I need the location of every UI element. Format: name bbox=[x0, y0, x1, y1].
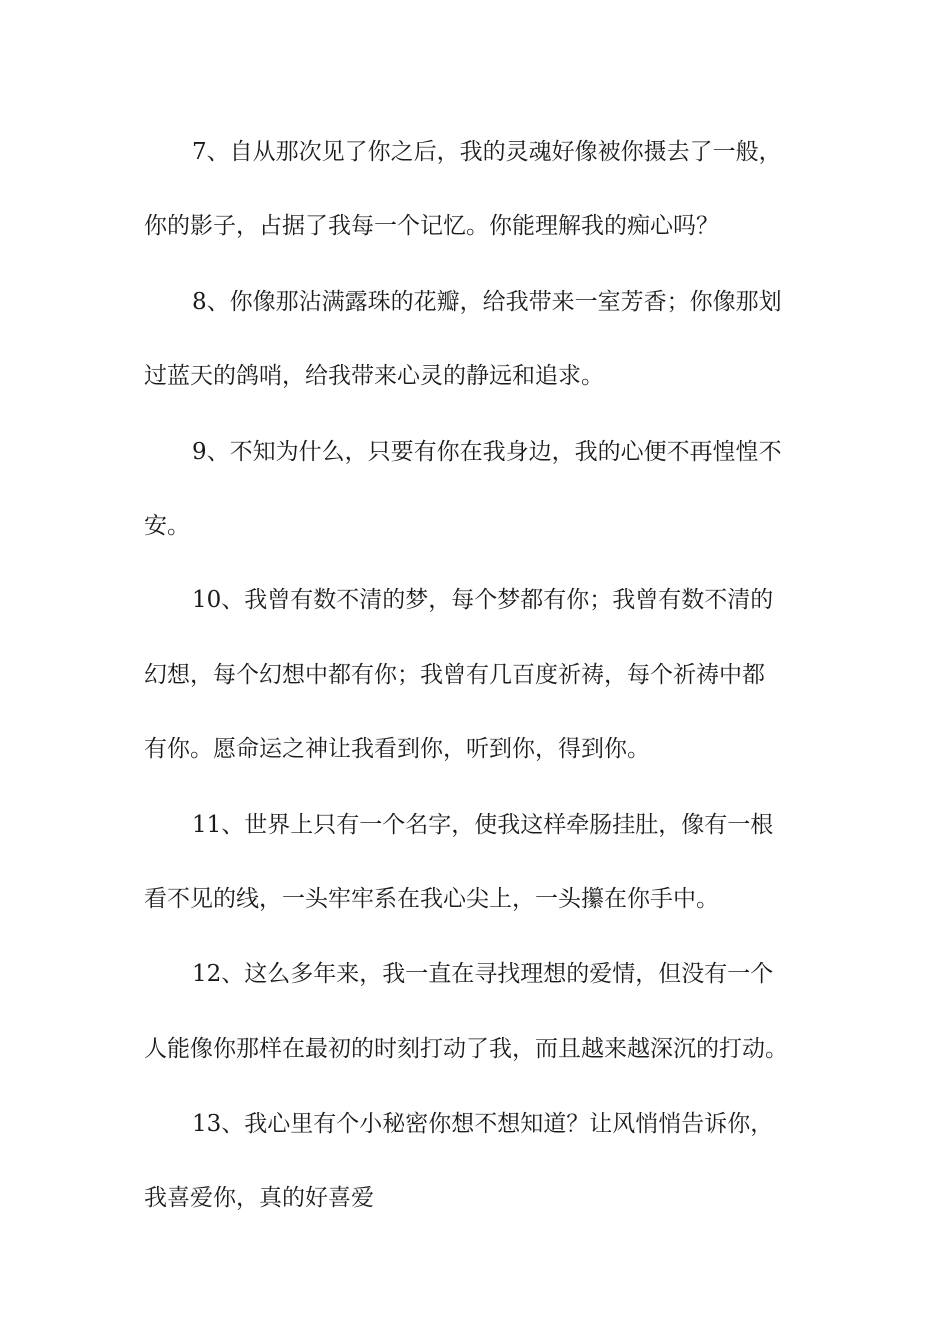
paragraph-8-line-1: 8、你像那沾满露珠的花瓣，给我带来一室芳香；你像那划 bbox=[192, 289, 782, 315]
paragraph-8-line-2: 过蓝天的鸽哨，给我带来心灵的静远和追求。 bbox=[144, 363, 604, 389]
paragraph-11-line-1: 11、世界上只有一个名字，使我这样牵肠挂肚，像有一根 bbox=[192, 812, 774, 838]
paragraph-13-line-1: 13、我心里有个小秘密你想不想知道？让风悄悄告诉你， bbox=[192, 1111, 774, 1137]
paragraph-10-line-3: 有你。愿命运之神让我看到你，听到你，得到你。 bbox=[144, 736, 650, 762]
paragraph-10-line-1: 10、我曾有数不清的梦，每个梦都有你；我曾有数不清的 bbox=[192, 587, 774, 613]
paragraph-10-line-2: 幻想，每个幻想中都有你；我曾有几百度祈祷，每个祈祷中都 bbox=[144, 662, 765, 688]
paragraph-7-line-1: 7、自从那次见了你之后，我的灵魂好像被你摄去了一般， bbox=[192, 139, 782, 165]
paragraph-11-line-2: 看不见的线，一头牢牢系在我心尖上，一头攥在你手中。 bbox=[144, 886, 719, 912]
paragraph-13-line-2: 我喜爱你，真的好喜爱 bbox=[144, 1185, 374, 1211]
paragraph-12-line-2: 人能像你那样在最初的时刻打动了我，而且越来越深沉的打动。 bbox=[144, 1036, 788, 1062]
paragraph-12-line-1: 12、这么多年来，我一直在寻找理想的爱情，但没有一个 bbox=[192, 961, 774, 987]
paragraph-9-line-1: 9、不知为什么，只要有你在我身边，我的心便不再惶惶不 bbox=[192, 439, 782, 465]
paragraph-7-line-2: 你的影子，占据了我每一个记忆。你能理解我的痴心吗？ bbox=[144, 213, 719, 239]
paragraph-9-line-2: 安。 bbox=[144, 513, 190, 539]
